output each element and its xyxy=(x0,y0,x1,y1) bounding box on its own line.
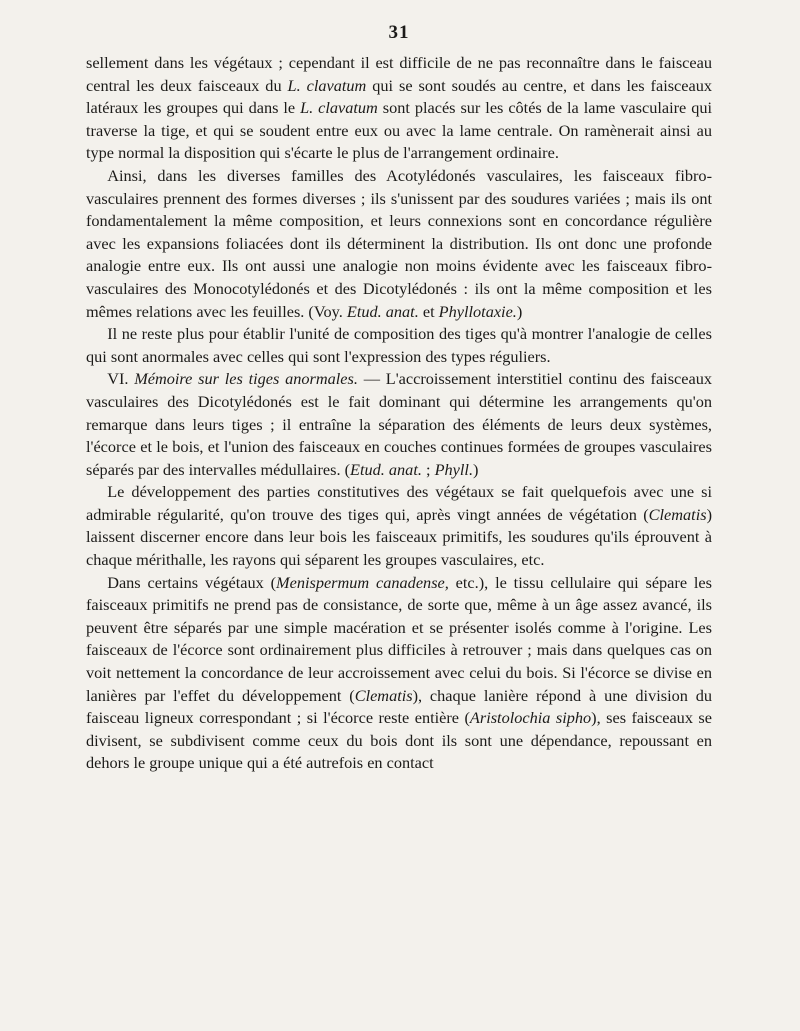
paragraph xyxy=(86,368,712,481)
text-run: ) xyxy=(473,459,479,479)
body-text xyxy=(86,52,712,775)
text-run: VI. xyxy=(107,369,135,389)
text-run: Le développement des parties constitutives des végétaux se fait quelquefois avec une si admirable régularité, qu'on trouve des tiges qui, après vingt années de végétation ( xyxy=(86,482,712,524)
text-run: — L'accroissement interstitiel continu des faisceaux vasculaires des Dicotylédonés est le fait dominant qui détermine les arrangements qu'on remarque dans leurs tiges ; il entraîne la séparation des éléments de leurs deux systèmes, l'écorce et le bois, et l'union des faisceaux en couches continues formées de groupes vasculaires séparés par des intervalles médullaires. ( xyxy=(86,369,712,479)
italic-text: Clematis xyxy=(354,685,413,705)
italic-text: L. clavatum xyxy=(287,75,367,95)
italic-text: Etud. anat. xyxy=(350,459,422,479)
text-run: etc.), le tissu cellulaire qui sépare les faisceaux primitifs ne prend pas de consistance, de sorte que, même à un âge assez avancé, ils peuvent être séparés par une simple macération et se présenter isolés comme à l'origine. Les faisceaux de l'écorce sont ordinairement plus difficiles à retrouver ; mais dans quelques cas on voit nettement la concordance de leur accroissement avec celui du bois. Si l'écorce se divise en lanières par l'effet du développement ( xyxy=(86,572,712,705)
text-run: Il ne reste plus pour établir l'unité de composition des tiges qu'à montrer l'analogie de celles qui sont anormales avec celles qui sont l'expression des types réguliers. xyxy=(86,324,712,366)
text-run: Dans certains végétaux ( xyxy=(107,572,277,592)
text-run: sont placés sur les côtés de la lame vasculaire qui traverse la tige, et qui se soudent entre eux ou avec la lame centrale. On ramènerait ainsi au type normal la disposition qui s'écarte le plus de l'arrangement ordinaire. xyxy=(86,98,712,163)
text-run: et xyxy=(418,301,439,321)
paragraph xyxy=(86,481,712,571)
italic-text: Menispermum canadense, xyxy=(276,572,449,592)
text-run: ), chaque lanière répond à une division du faisceau ligneux correspondant ; si l'écorce reste entière ( xyxy=(86,685,712,728)
paragraph xyxy=(86,52,712,165)
paragraph xyxy=(86,572,712,775)
italic-text: Etud. anat. xyxy=(346,301,419,321)
paragraph xyxy=(86,323,712,368)
text-run: Ainsi, dans les diverses familles des Acotylédonés vasculaires, les faisceaux fibro-vasculaires prennent des formes diverses ; ils s'unissent par des soudures variées ; mais ils ont fondamentalement la même composition, et leurs connexions sont en concordance régulière avec les expansions foliacées dont ils déterminent la distribution. Ils ont donc une profonde analogie entre eux. Ils ont aussi une analogie non moins évidente avec les faisceaux fibro-vasculaires des Monocotylédonés et des Dicotylédonés : ils ont la même composition et les mêmes relations avec les feuilles. (Voy. xyxy=(86,165,712,321)
italic-text: Phyllotaxie. xyxy=(438,301,517,321)
italic-text: Phyll. xyxy=(434,459,474,479)
italic-text: Aristolochia sipho xyxy=(469,708,592,728)
text-run: qui se sont soudés au centre, et dans les faisceaux latéraux les groupes qui dans le xyxy=(86,75,713,118)
italic-text: Mémoire sur les tiges anormales. xyxy=(134,369,358,389)
italic-text: Clematis xyxy=(648,504,707,524)
text-run: sellement dans les végétaux ; cependant il est difficile de ne pas reconnaître dans le faisceau central les deux faisceaux du xyxy=(86,53,712,95)
text-run: ), ses faisceaux se divisent, se subdivisent comme ceux du bois dont ils sont une dépendance, repoussant en dehors le groupe unique qui a été autrefois en contact xyxy=(86,708,712,773)
italic-text: L. clavatum xyxy=(300,98,378,118)
text-run: ; xyxy=(421,459,435,479)
text-run: ) xyxy=(516,301,523,321)
paragraph xyxy=(86,165,712,323)
text-run: ) laissent discerner encore dans leur bois les faisceaux primitifs, les soudures qu'ils éprouvent à chaque mérithalle, les rayons qui séparent les groupes vasculaires, etc. xyxy=(86,504,712,570)
page-number: 31 xyxy=(388,22,410,43)
